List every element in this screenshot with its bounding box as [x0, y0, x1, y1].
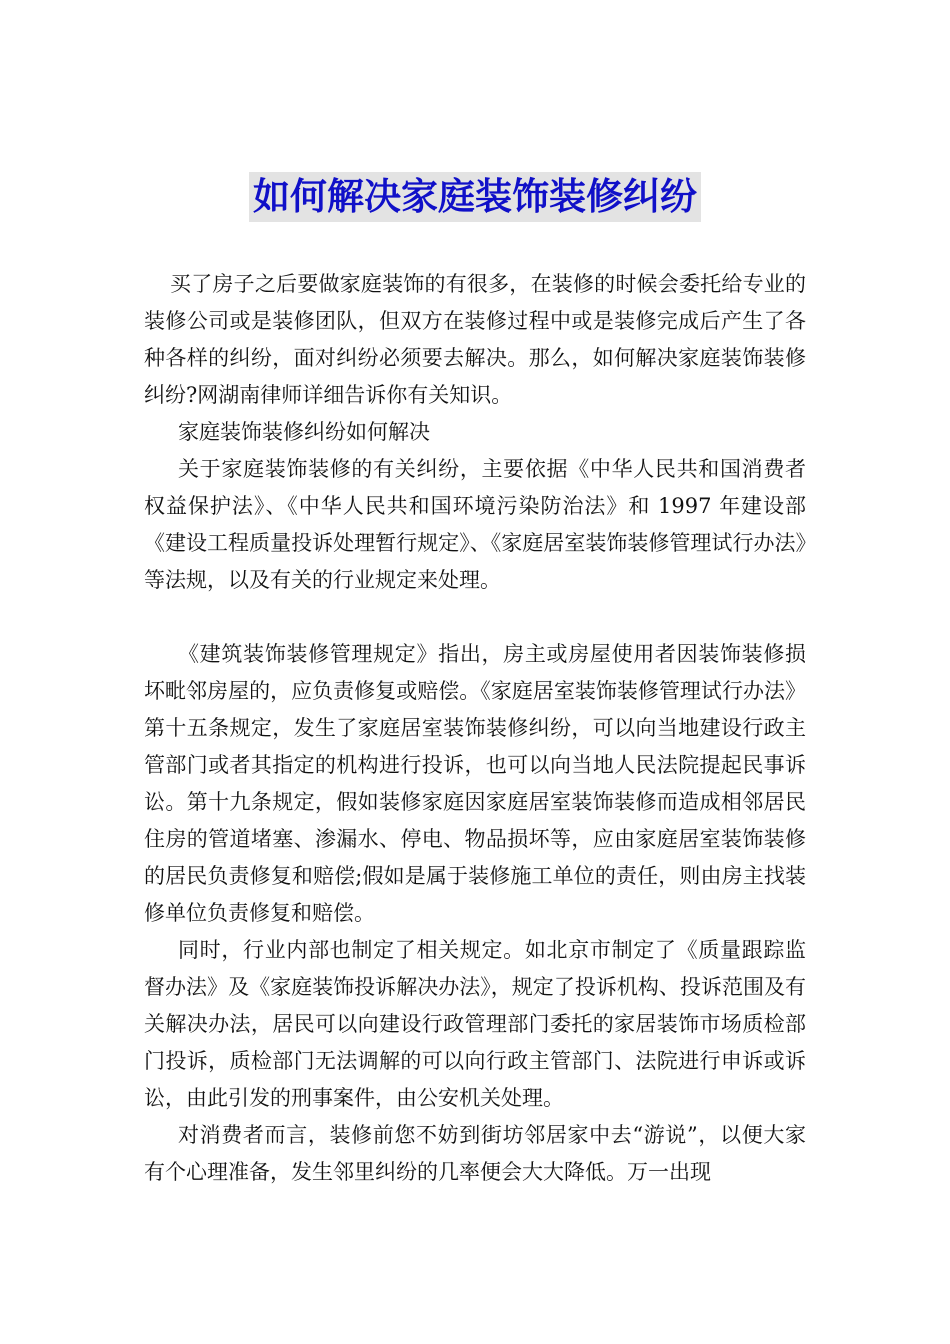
paragraph-industry-rules: 同时，行业内部也制定了相关规定。如北京市制定了《质量跟踪监督办法》及《家庭装饰投诉解决办法》，规定了投诉机构、投诉范围及有关解决办法，居民可以向建设行政管理部门委托的家居装饰市场质检部门投诉，质检部门无法调解的可以向行政主管部门、法院进行申诉或诉讼，由此引发的刑事案件，由公安机关处理。	[144, 938, 806, 1110]
title-container	[0, 172, 950, 222]
page-title: 如何解决家庭装饰装修纠纷	[249, 172, 701, 222]
paragraph-consumer-advice: 对消费者而言，装修前您不妨到街坊邻居家中去“游说”，以便大家有个心理准备，发生邻里纠纷的几率便会大大降低。万一出现	[144, 1123, 806, 1184]
paragraph-subheading: 家庭装饰装修纠纷如何解决	[178, 420, 430, 444]
blank-line	[144, 599, 806, 636]
paragraph-regulations: 《建筑装饰装修管理规定》指出，房主或房屋使用者因装饰装修损坏毗邻房屋的，应负责修复或赔偿。《家庭居室装饰装修管理试行办法》第十五条规定，发生了家庭居室装饰装修纠纷，可以向当地建设行政主管部门或者其指定的机构进行投诉，也可以向当地人民法院提起民事诉讼。第十九条规定，假如装修家庭因家庭居室装饰装修而造成相邻居民住房的管道堵塞、渗漏水、停电、物品损坏等，应由家庭居室装饰装修的居民负责修复和赔偿;假如是属于装修施工单位的责任，则由房主找装修单位负责修复和赔偿。	[144, 642, 806, 925]
document-body	[144, 266, 806, 1191]
paragraph-laws: 关于家庭装饰装修的有关纠纷，主要依据《中华人民共和国消费者权益保护法》、《中华人民共和国环境污染防治法》和 1997 年建设部《建设工程质量投诉处理暂行规定》、《家庭居室装饰装修管理试行办法》等法规，以及有关的行业规定来处理。	[144, 457, 806, 592]
paragraph-intro: 买了房子之后要做家庭装饰的有很多，在装修的时候会委托给专业的装修公司或是装修团队，但双方在装修过程中或是装修完成后产生了各种各样的纠纷，面对纠纷必须要去解决。那么，如何解决家庭装饰装修纠纷?网湖南律师详细告诉你有关知识。	[144, 272, 806, 407]
